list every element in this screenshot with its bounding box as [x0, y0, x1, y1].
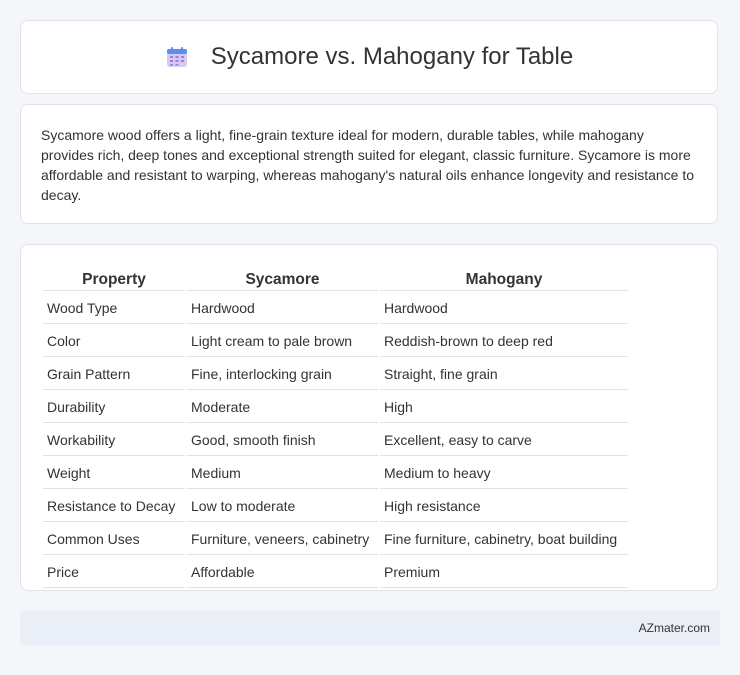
- table-cell: Moderate: [187, 392, 378, 423]
- table-cell: Medium: [187, 458, 378, 489]
- table-cell: Reddish-brown to deep red: [380, 326, 628, 357]
- table-cell: Low to moderate: [187, 491, 378, 522]
- table-cell: Excellent, easy to carve: [380, 425, 628, 456]
- table-cell: Fine, interlocking grain: [187, 359, 378, 390]
- table-cell: Good, smooth finish: [187, 425, 378, 456]
- table-row: [43, 359, 628, 390]
- table-cell: Color: [43, 326, 185, 357]
- table-cell: High resistance: [380, 491, 628, 522]
- table-cell: Affordable: [187, 557, 378, 588]
- column-header-sycamore: Sycamore: [187, 267, 378, 291]
- table-cell: Hardwood: [187, 293, 378, 324]
- table-cell: Premium: [380, 557, 628, 588]
- table-cell: Light cream to pale brown: [187, 326, 378, 357]
- title-card: [20, 20, 718, 94]
- column-header-mahogany: Mahogany: [380, 267, 628, 291]
- table-row: [43, 458, 628, 489]
- table-cell: Wood Type: [43, 293, 185, 324]
- column-header-property: Property: [43, 267, 185, 291]
- table-row: [43, 491, 628, 522]
- table-cell: Common Uses: [43, 524, 185, 555]
- table-cell: Furniture, veneers, cabinetry: [187, 524, 378, 555]
- table-cell: Workability: [43, 425, 185, 456]
- table-cell: Fine furniture, cabinetry, boat building: [380, 524, 628, 555]
- summary-text: Sycamore wood offers a light, fine-grain texture ideal for modern, durable tables, while mahogany provides rich, deep tones and exceptional strength suited for elegant, classic furniture. Sycamore is more affordable and resistant to warping, whereas mahogany's natural oils enhance longevity and resistance to decay.: [41, 127, 695, 203]
- table-row: [43, 326, 628, 357]
- page-title: Sycamore vs. Mahogany for Table: [210, 43, 574, 70]
- table-card: [20, 244, 718, 591]
- table-cell: Medium to heavy: [380, 458, 628, 489]
- footer: [20, 611, 720, 645]
- summary-card: [20, 104, 718, 224]
- table-header-row: [43, 267, 628, 291]
- comparison-table: [41, 265, 630, 590]
- table-row: [43, 392, 628, 423]
- table-cell: Hardwood: [380, 293, 628, 324]
- calendar-icon: [165, 45, 189, 69]
- table-cell: High: [380, 392, 628, 423]
- table-cell: Resistance to Decay: [43, 491, 185, 522]
- table-row: [43, 293, 628, 324]
- table-cell: Durability: [43, 392, 185, 423]
- footer-site-link[interactable]: AZmater.com: [638, 621, 710, 635]
- table-row: [43, 425, 628, 456]
- table-cell: Straight, fine grain: [380, 359, 628, 390]
- table-cell: Price: [43, 557, 185, 588]
- table-row: [43, 524, 628, 555]
- table-cell: Weight: [43, 458, 185, 489]
- table-cell: Grain Pattern: [43, 359, 185, 390]
- table-row: [43, 557, 628, 588]
